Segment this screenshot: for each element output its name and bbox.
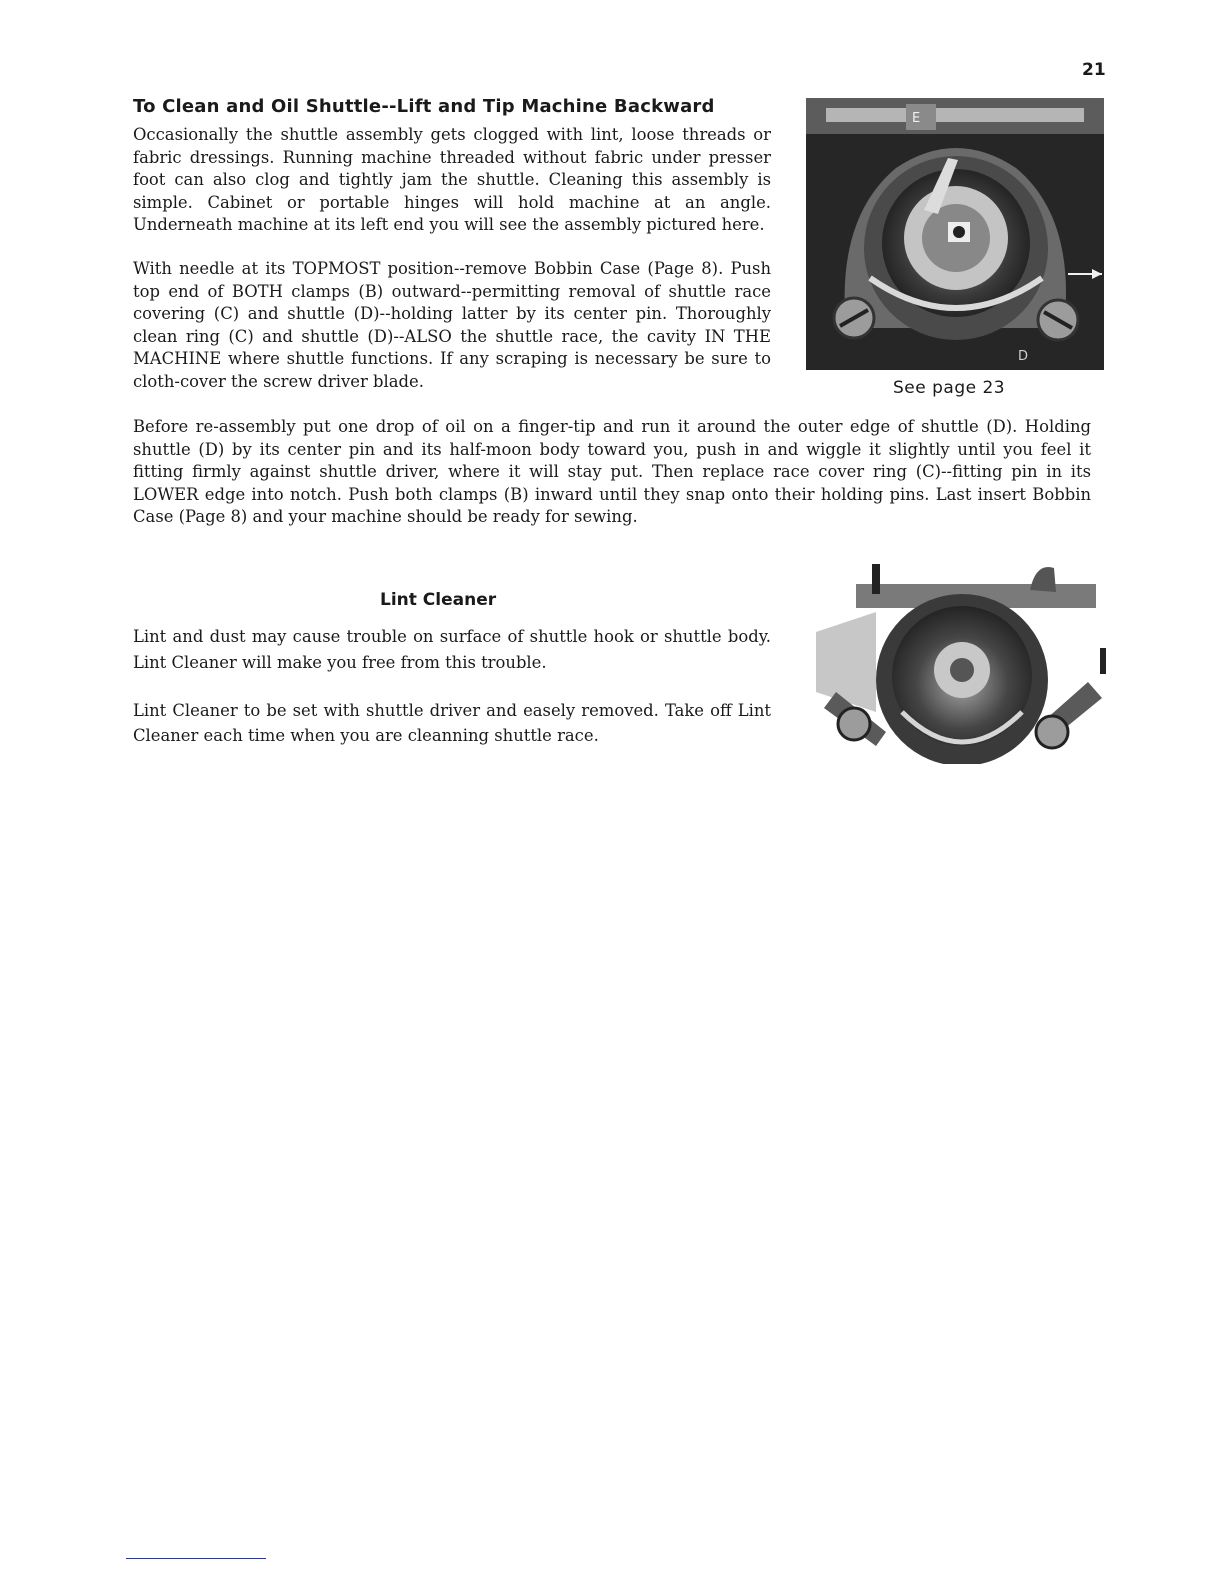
footnote-rule [126, 1558, 266, 1559]
paragraph-lint-cleaner-usage: Lint Cleaner to be set with shuttle driver and easely removed. Take off Lint Cleaner each time when you are cleanning shuttle race. [133, 701, 771, 745]
lint-cleaner-photo [816, 562, 1108, 764]
figure-label-d: D [1018, 349, 1029, 364]
paragraph-lint-trouble: Lint and dust may cause trouble on surface of shuttle hook or shuttle body. Lint Cleaner will make you free from this trouble. [133, 627, 771, 672]
shuttle-assembly-photo [806, 98, 1104, 370]
paragraph-reassembly: Before re-assembly put one drop of oil on a finger-tip and run it around the outer edge of shuttle (D). Holding shuttle (D) by its center pin and its half-moon body toward you, push in and wiggle it slightly until you feel it fitting firmly against shuttle driver, where it will stay put. Then replace race cover ring (C)--fitting pin in its LOWER edge into notch. Push both clamps (B) inward until they snap onto their holding pins. Last insert Bobbin Case (Page 8) and your machine should be ready for sewing. [133, 417, 1091, 527]
paragraph-shuttle-clogging: Occasionally the shuttle assembly gets clogged with lint, loose threads or fabric dressings. Running machine threaded without fabric under presser foot can also clog and tightly jam the shuttle. Cleaning this assembly is simple. Cabinet or portable hinges will hold machine at an angle. Underneath machine at its left end you will see the assembly pictured here. [133, 125, 771, 235]
paragraph-remove-shuttle: With needle at its TOPMOST position--remove Bobbin Case (Page 8). Push top end of BOTH clamps (B) outward--permitting removal of shuttle race covering (C) and shuttle (D)--holding latter by its center pin. Thoroughly clean ring (C) and shuttle (D)--ALSO the shuttle race, the cavity IN THE MACHINE where shuttle functions. If any scraping is necessary be sure to cloth-cover the screw driver blade. [133, 259, 771, 391]
page-number: 21 [1082, 60, 1106, 80]
figure-caption: See page 23 [893, 378, 1006, 398]
section-title-clean-oil-shuttle: To Clean and Oil Shuttle--Lift and Tip Machine Backward [133, 96, 715, 117]
figure-label-e: E [912, 111, 921, 126]
section-title-lint-cleaner: Lint Cleaner [380, 590, 497, 610]
